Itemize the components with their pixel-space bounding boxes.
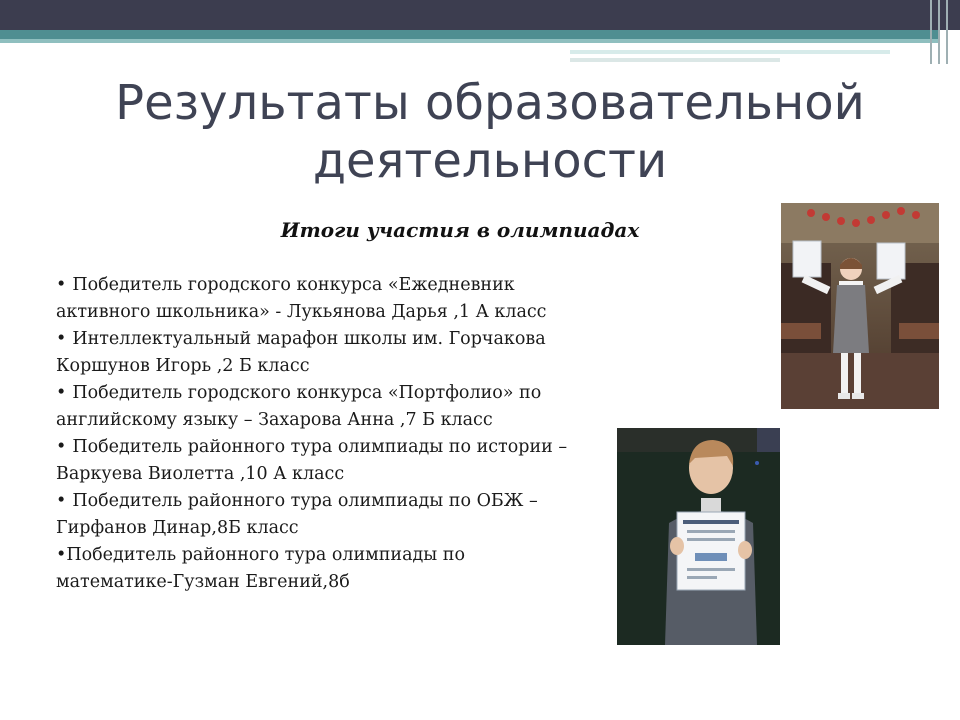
photo-boy-illustration bbox=[617, 428, 780, 645]
list-item-text: Победитель городского конкурса «Портфолио» по английскому языку – Захарова Анна ,7 Б класс bbox=[56, 383, 542, 430]
slide-title: Результаты образовательной деятельности bbox=[115, 75, 865, 189]
list-item bbox=[56, 488, 576, 542]
bullet-marker: • bbox=[56, 383, 67, 403]
achievements-list bbox=[56, 272, 576, 596]
photo-girl-with-certificates bbox=[781, 203, 939, 409]
top-banner-bar bbox=[0, 0, 960, 30]
decorative-vertical-line bbox=[938, 0, 940, 64]
bullet-marker: • bbox=[56, 545, 67, 565]
list-item-text: Интеллектуальный марафон школы им. Горчакова Коршунов Игорь ,2 Б класс bbox=[56, 329, 546, 376]
list-item bbox=[56, 326, 576, 380]
photo-girl-illustration bbox=[781, 203, 939, 409]
list-item-text: Победитель районного тура олимпиады по ОБЖ – Гирфанов Динар,8Б класс bbox=[56, 491, 538, 538]
list-item bbox=[56, 434, 576, 488]
teal-accent-stripe bbox=[0, 30, 940, 39]
bullet-marker: • bbox=[56, 437, 67, 457]
decorative-line bbox=[570, 58, 780, 62]
list-item bbox=[56, 542, 576, 596]
list-item-text: Победитель городского конкурса «Ежедневник активного школьника» - Лукьянова Дарья ,1 А класс bbox=[56, 275, 547, 322]
light-accent-stripe bbox=[0, 39, 940, 43]
bullet-marker: • bbox=[56, 329, 67, 349]
bullet-marker: • bbox=[56, 491, 67, 511]
list-item bbox=[56, 380, 576, 434]
photo-boy-with-certificate bbox=[617, 428, 780, 645]
bullet-marker: • bbox=[56, 275, 67, 295]
decorative-vertical-line bbox=[930, 0, 932, 64]
slide-subtitle: Итоги участия в олимпиадах bbox=[280, 218, 640, 242]
list-item-text: Победитель районного тура олимпиады по истории – Варкуева Виолетта ,10 А класс bbox=[56, 437, 568, 484]
list-item bbox=[56, 272, 576, 326]
decorative-vertical-line bbox=[946, 0, 948, 64]
decorative-line bbox=[570, 50, 890, 54]
list-item-text: Победитель районного тура олимпиады по математике-Гузман Евгений,8б bbox=[56, 545, 465, 592]
